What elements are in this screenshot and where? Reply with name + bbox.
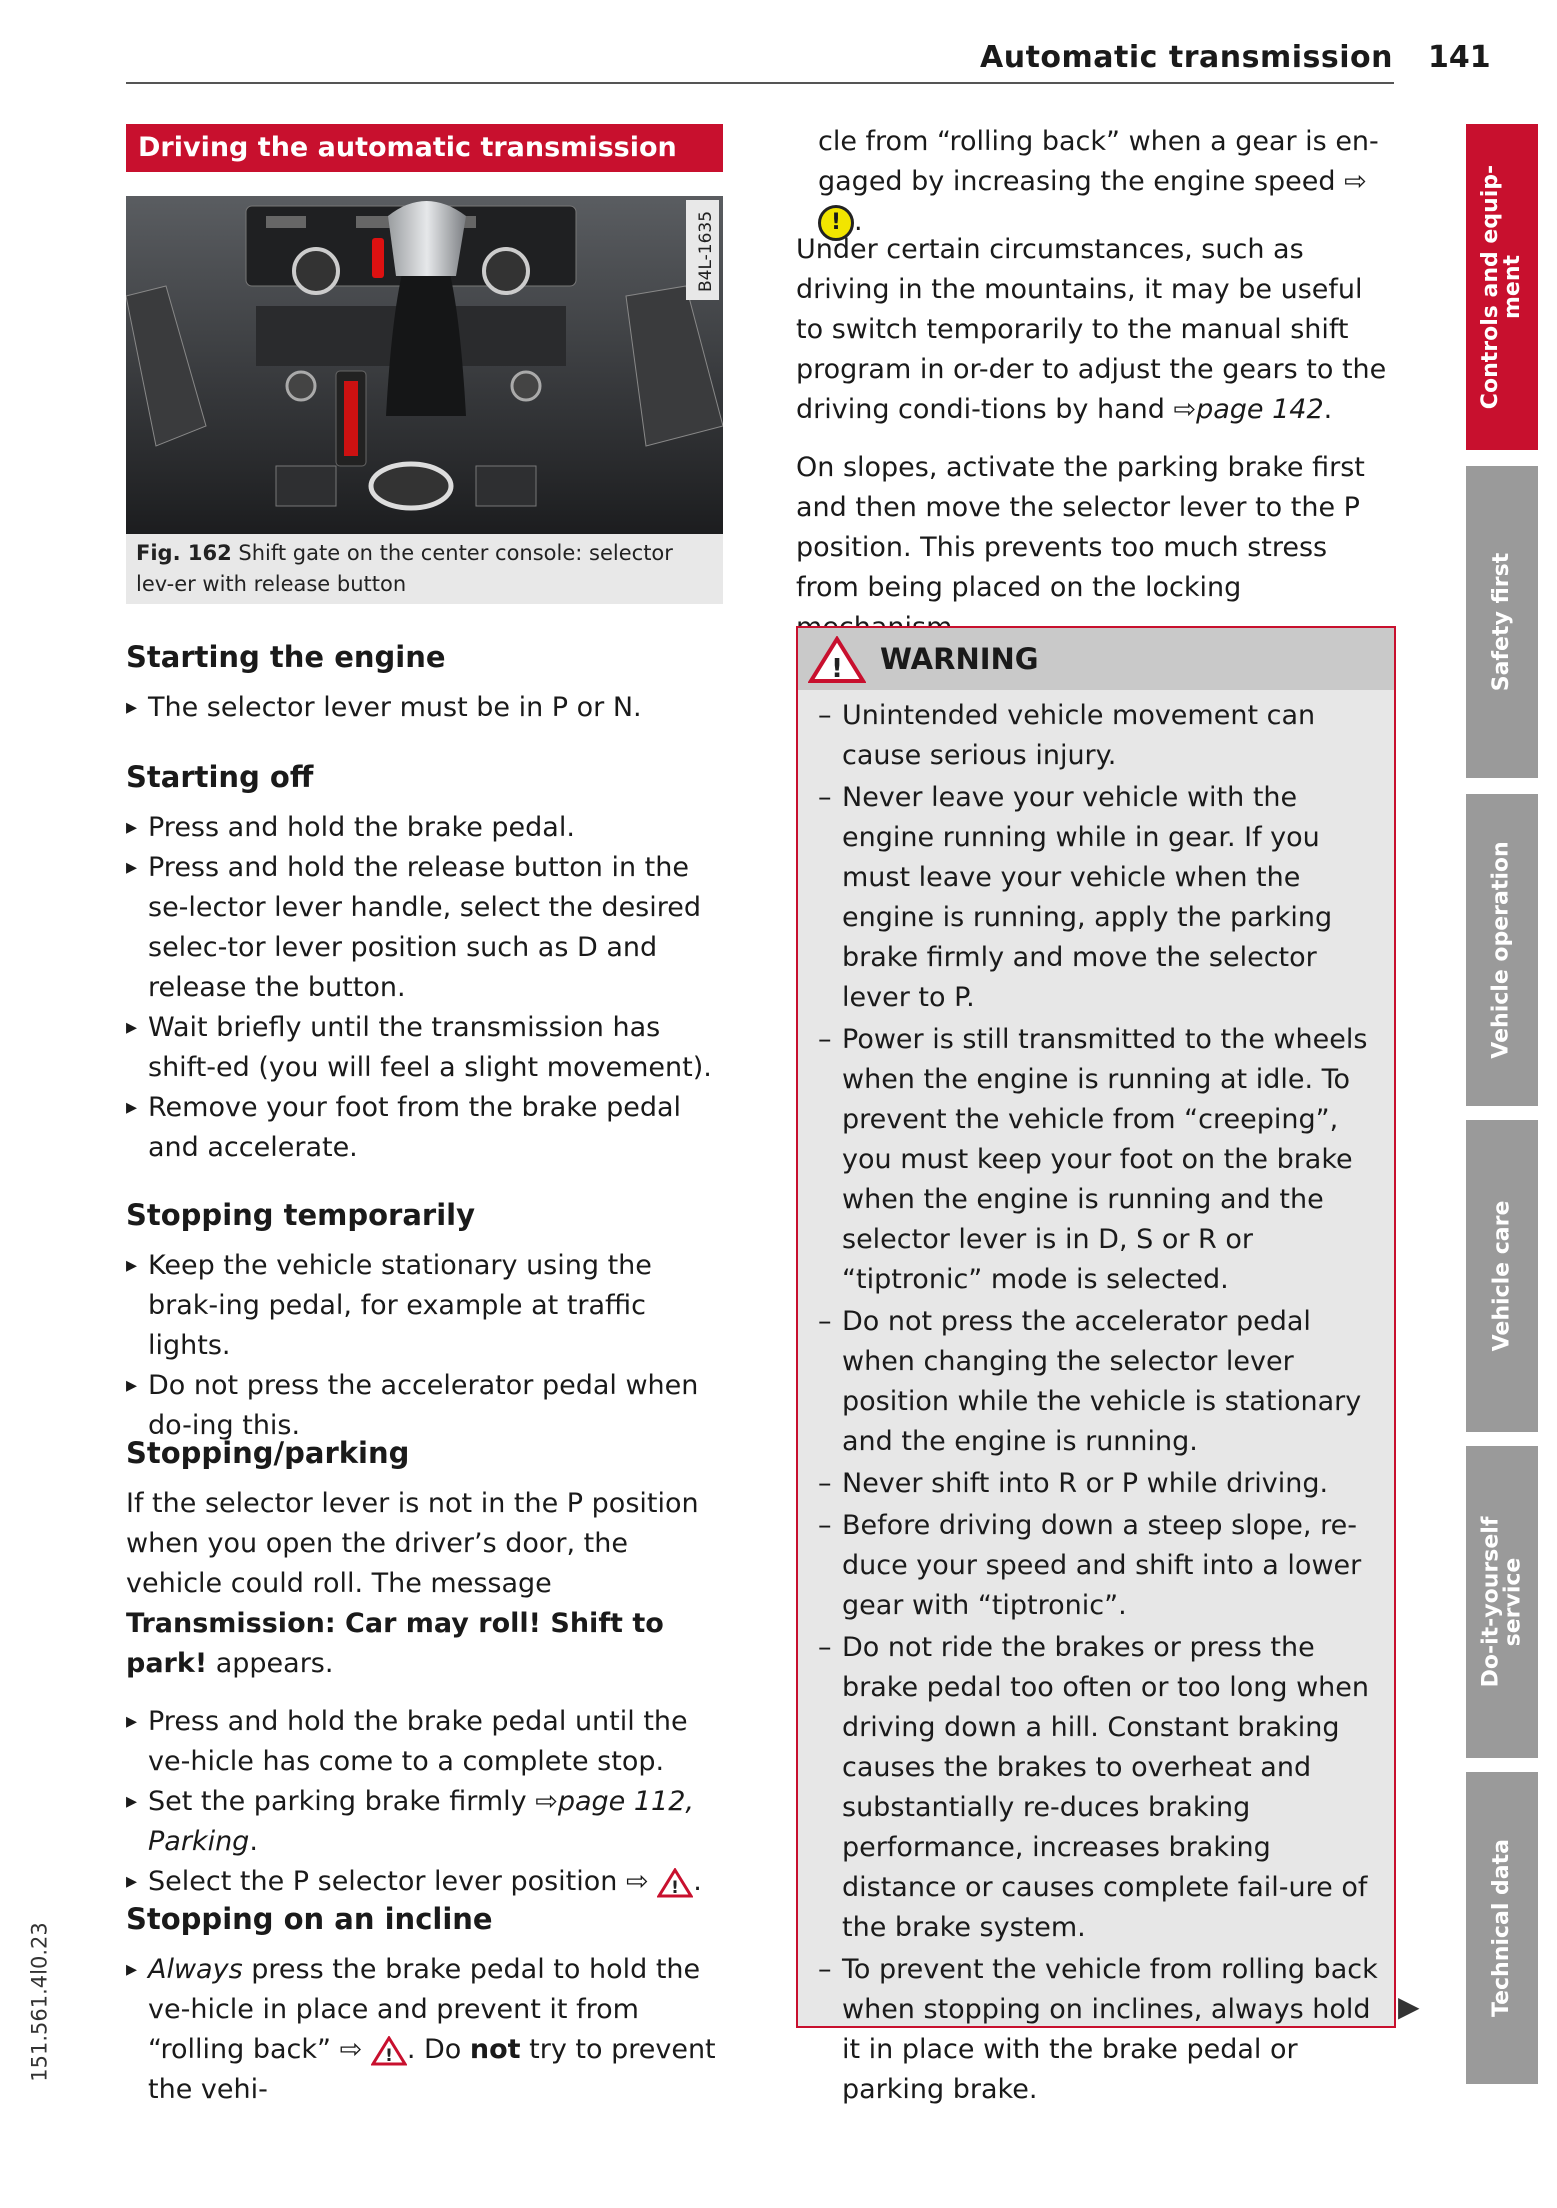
incline-block	[126, 1902, 726, 2110]
list-item: ▸ Remove your foot from the brake pedal and accelerate.	[126, 1088, 726, 1168]
paragraph-text: On slopes, activate the parking brake first and then move the selector lever to the P position. This prevents too much stress from being placed on the locking	[796, 452, 1365, 603]
list-item-text: . Do	[406, 2034, 470, 2065]
figure-caption	[126, 534, 723, 604]
warning-item: – Never shift into R or P while driving.	[798, 1464, 1388, 1504]
paragraph-text: .	[1323, 394, 1333, 425]
warning-title: WARNING	[880, 642, 1039, 676]
warning-header	[798, 628, 1394, 690]
side-tab-diy-service[interactable]	[1466, 1446, 1538, 1758]
paragraph-text: appears.	[207, 1648, 334, 1679]
side-tab-controls[interactable]	[1466, 124, 1538, 450]
figure-caption-label: Fig. 162	[136, 541, 232, 565]
starting-off-block	[126, 760, 726, 1168]
warning-item: – Power is still transmitted to the wheels when the engine is running at idle. To prevent the vehicle from “creeping”, you must keep your foot on the brake when the engine is running and the selector lever is in D, S or R or “tiptronic” mode is selected.	[798, 1020, 1388, 1300]
svg-text:!: !	[671, 1877, 680, 1898]
list-item	[126, 1862, 726, 1902]
warning-list	[798, 696, 1388, 2112]
manual-shift-paragraph	[796, 230, 1396, 430]
figure-shift-gate	[126, 196, 723, 534]
emphasis-text: not	[469, 2034, 521, 2065]
paragraph-text: cle from “rolling back” when a gear is en-gaged by increasing the engine speed ⇨	[818, 126, 1379, 197]
emphasis-text: Always	[148, 1954, 243, 1985]
list-item-text: try to prevent the vehi-	[148, 2034, 716, 2105]
paragraph-text: .	[854, 206, 863, 237]
heading-stopping-temporarily: Stopping temporarily	[126, 1198, 476, 1232]
document-code	[27, 1900, 80, 2100]
svg-text:!: !	[384, 2045, 393, 2066]
shift-gate-illustration	[126, 196, 723, 534]
paragraph-text: Under certain circumstances, such as driving in the mountains, it may be useful to switch temporarily to the manual shift program in or-der to adjust the gears to the driving condi-tions by hand ⇨	[796, 234, 1387, 425]
header-rule	[126, 82, 1394, 84]
list-item: ▸ Do not press the accelerator pedal when do-ing this.	[126, 1366, 726, 1446]
message-text: Transmission: Car may roll! Shift to park!	[126, 1608, 664, 1679]
side-tab-label: Controls and equip-	[1478, 164, 1503, 410]
list-item	[126, 1950, 726, 2110]
list-item-text: .	[249, 1826, 258, 1857]
side-tab-label: service	[1500, 1557, 1526, 1647]
stopping-parking-block	[126, 1436, 726, 1902]
list-item-text: Select the P selector lever position ⇨	[148, 1866, 649, 1897]
list-item-text: press the brake pedal to hold the ve-hicle in place and prevent it from “rolling back” ⇨	[148, 1954, 701, 2065]
heading-starting-off: Starting off	[126, 760, 314, 794]
section-title-bar: Driving the automatic transmission	[126, 124, 723, 172]
warning-item: – To prevent the vehicle from rolling back when stopping on inclines, always hold it in place with the brake pedal or parking brake.	[798, 1950, 1388, 2110]
svg-text:!: !	[831, 654, 843, 684]
list-item: ▸ Press and hold the brake pedal until the ve-hicle has come to a complete stop.	[126, 1702, 726, 1782]
side-tab-vehicle-operation[interactable]	[1466, 794, 1538, 1106]
side-tab-label: ment	[1500, 254, 1525, 320]
list-item: ▸ The selector lever must be in P or N.	[126, 688, 726, 728]
figure-caption-text: Shift gate on the center console: selector lev-er with release button	[136, 541, 673, 596]
warning-triangle-icon[interactable]	[371, 2036, 407, 2066]
side-tab-label: Technical data	[1489, 1839, 1514, 2017]
document-code-text: 151.561.4l0.23	[27, 1922, 52, 2082]
warning-item: – Before driving down a steep slope, re-duce your speed and shift into a lower gear with “tiptronic”.	[798, 1506, 1388, 1626]
caution-icon[interactable]: !	[818, 205, 854, 241]
list-item: ▸ Wait briefly until the transmission has shift-ed (you will feel a slight movement).	[126, 1008, 726, 1088]
warning-item: – Do not press the accelerator pedal when changing the selector lever position while the vehicle is stationary and the engine is running.	[798, 1302, 1388, 1462]
running-header-title: Automatic transmission	[980, 40, 1393, 75]
slopes-paragraph	[796, 448, 1396, 648]
list-item-text: Set the parking brake firmly ⇨	[148, 1786, 558, 1817]
warning-item: – Do not ride the brakes or press the brake pedal too often or too long when driving down a hill. Constant braking causes the brakes to overheat and substantially re-duces braking performance, increases braking distance or causes complete fail-ure of the brake system.	[798, 1628, 1388, 1948]
list-item: ▸ Keep the vehicle stationary using the brak-ing pedal, for example at traffic lights.	[126, 1246, 726, 1366]
warning-item: – Unintended vehicle movement can cause serious injury.	[798, 696, 1388, 776]
starting-engine-block	[126, 640, 726, 728]
side-tab-label: Do-it-yourself	[1478, 1516, 1504, 1688]
side-tab-label: Vehicle care	[1489, 1200, 1514, 1352]
side-tab-label: Vehicle operation	[1489, 841, 1515, 1059]
page-ref-link[interactable]: page 142	[1196, 394, 1324, 425]
list-item	[126, 1782, 726, 1862]
continue-arrow-icon: ▶	[1398, 1990, 1420, 2023]
heading-starting-engine: Starting the engine	[126, 640, 446, 674]
side-tab-label: Safety first	[1489, 552, 1514, 692]
warning-box	[796, 626, 1396, 2105]
stopping-temporarily-block	[126, 1198, 726, 1446]
warning-item: – Never leave your vehicle with the engine running while in gear. If you must leave your vehicle when the engine is running, apply the parking brake firmly and move the selector lever to P.	[798, 778, 1388, 1018]
side-tab-technical-data[interactable]	[1466, 1772, 1538, 2084]
continued-text	[818, 122, 1398, 242]
list-item: ▸ Press and hold the release button in the se-lector lever handle, select the desired selec-tor lever position such as D and release the button.	[126, 848, 726, 1008]
list-item-text: .	[693, 1866, 702, 1897]
warning-triangle-icon[interactable]	[657, 1868, 693, 1898]
stopping-parking-paragraph	[126, 1484, 726, 1684]
page-ref-link[interactable]: page 112, Parking	[148, 1786, 694, 1857]
side-tab-safety[interactable]	[1466, 466, 1538, 778]
warning-triangle-icon	[808, 636, 866, 684]
heading-stopping-incline: Stopping on an incline	[126, 1902, 493, 1936]
side-tab-vehicle-care[interactable]	[1466, 1120, 1538, 1432]
list-item: ▸ Press and hold the brake pedal.	[126, 808, 726, 848]
heading-stopping-parking: Stopping/parking	[126, 1436, 410, 1470]
figure-code: B4L-1635	[696, 210, 716, 292]
paragraph-text: If the selector lever is not in the P position when you open the driver’s door, the vehicle could roll. The message	[126, 1488, 699, 1599]
page-number: 141	[1428, 40, 1491, 75]
